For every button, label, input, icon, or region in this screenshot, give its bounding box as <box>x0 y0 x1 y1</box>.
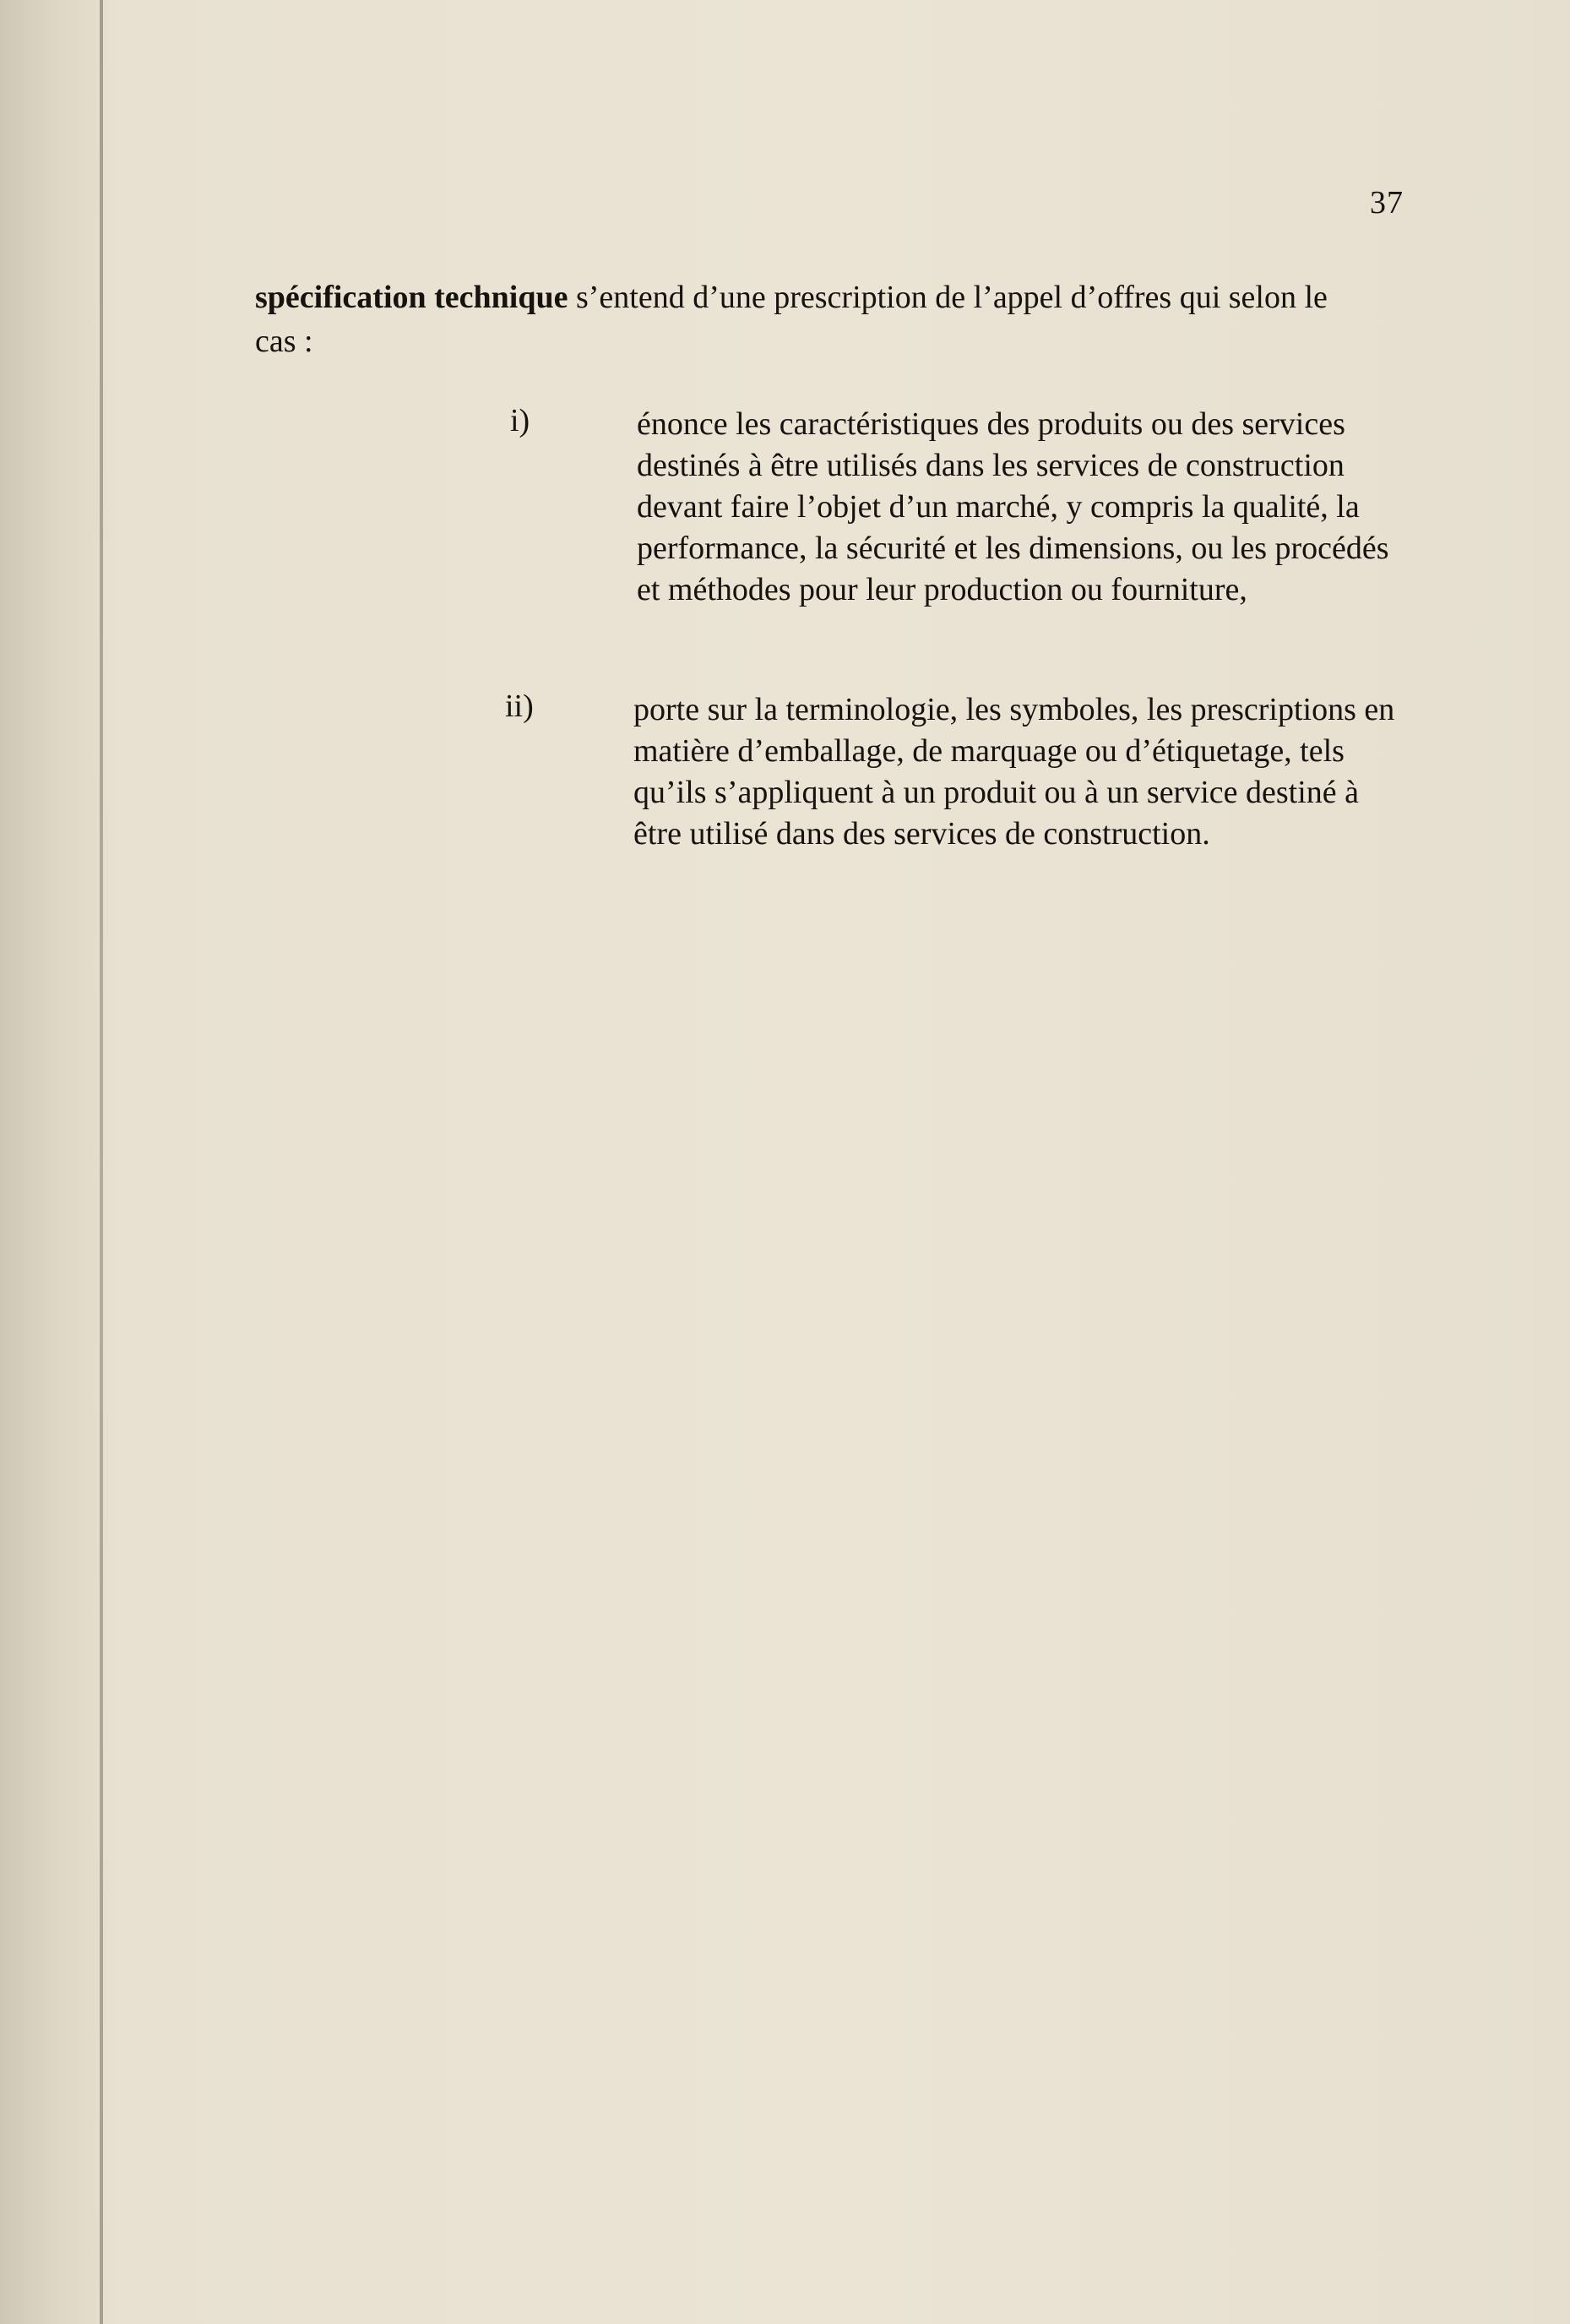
list-item-text: porte sur la terminologie, les symboles, les prescriptions en matière d’emballage, de marquage ou d’étiquetage, tels qu’ils s’appliquent à un produit ou à un service destiné à être utilisé dans des services de construction. <box>633 692 1395 852</box>
show-through-bleed <box>253 879 1351 1808</box>
list-item-label: ii) <box>505 688 534 724</box>
page-binding-edge <box>100 0 103 2324</box>
list-item-text: énonce les caractéristiques des produits ou des services destinés à être utilisés dans les services de construction devant faire l’objet d’un marché, y compris la qualité, la performance, la sécurité et les dimensions, ou les procédés et méthodes pour leur production ou fourniture, <box>637 406 1389 607</box>
definition-paragraph <box>255 275 1353 363</box>
list-item-label: i) <box>510 403 530 438</box>
page-number: 37 <box>1370 185 1404 220</box>
defined-term: spécification technique <box>255 280 568 315</box>
definition-intro: s’entend d’une prescription de l’appel d’offres qui selon le cas : <box>255 280 1328 359</box>
